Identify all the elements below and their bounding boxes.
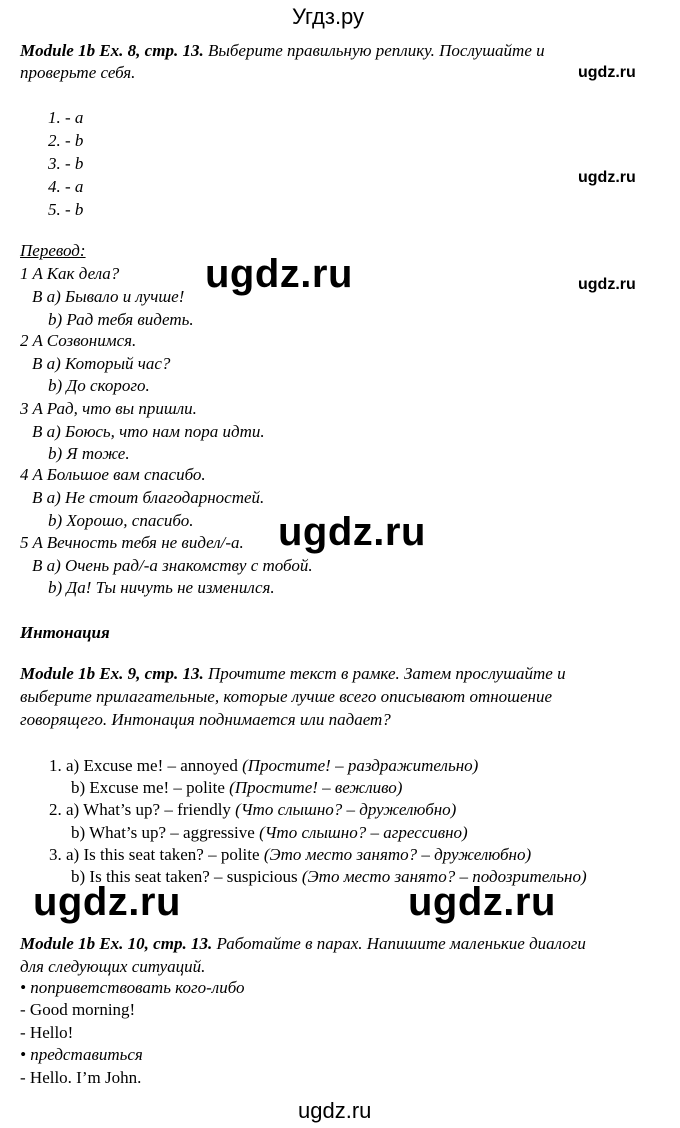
ex8-answer-5: 5. - b: [48, 200, 84, 219]
ex8-answer-3: 3. - b: [48, 154, 84, 173]
ex8-answer-4: 4. - a: [48, 177, 84, 196]
ex9-item: [49, 755, 478, 777]
translation-heading: Перевод:: [20, 241, 86, 260]
ex9-item: [71, 822, 468, 844]
footer-site-link[interactable]: ugdz.ru: [298, 1098, 372, 1123]
ex9-item-label: b) What’s up? – aggressive: [71, 823, 260, 842]
ex9-task-line3: говорящего. Интонация поднимается или падает?: [20, 710, 391, 729]
ex9-task-text: Прочтите текст в рамке. Затем прослушайте и: [203, 664, 566, 683]
dialog-line: B a) Очень рад/-а знакомству с тобой.: [32, 556, 313, 575]
ex8-answer-1: 1. - a: [48, 108, 84, 127]
ex8-task-line2: проверьте себя.: [20, 63, 136, 82]
ex8-ref: Module 1b Ex. 8, стр. 13.: [20, 41, 204, 60]
ex9-item: [49, 844, 531, 866]
ex9-task-line1: [20, 663, 566, 685]
ex8-task-line1: [20, 40, 545, 62]
ex9-item-note: (Простите! – раздражительно): [242, 756, 479, 775]
ex10-line: • представиться: [20, 1045, 143, 1064]
ex10-line: - Hello. I’m John.: [20, 1068, 142, 1087]
dialog-line: B a) Не стоит благодарностей.: [32, 488, 265, 507]
dialog-line: 2 A Созвонимся.: [20, 331, 137, 350]
dialog-line: b) Рад тебя видеть.: [48, 310, 194, 329]
ex10-task-line1: [20, 933, 586, 955]
dialog-line: b) До скорого.: [48, 376, 150, 395]
watermark-small: ugdz.ru: [578, 169, 636, 186]
dialog-line: B a) Бывало и лучше!: [32, 287, 185, 306]
ex9-item-label: 1. a) Excuse me! – annoyed: [49, 756, 243, 775]
ex10-ref: Module 1b Ex. 10, стр. 13.: [20, 934, 213, 953]
ex10-task-text: Работайте в парах. Напишите маленькие диалоги: [212, 934, 586, 953]
ex9-item-label: 2. a) What’s up? – friendly: [49, 800, 236, 819]
ex9-item-note: (Это место занято? – дружелюбно): [263, 845, 532, 864]
dialog-line: b) Я тоже.: [48, 444, 130, 463]
ex8-task-text: Выберите правильную реплику. Послушайте и: [203, 41, 545, 60]
ex9-item-label: b) Is this seat taken? – suspicious: [71, 867, 302, 886]
watermark-small: ugdz.ru: [578, 64, 636, 81]
dialog-line: 3 A Рад, что вы пришли.: [20, 399, 197, 418]
ex10-line: - Hello!: [20, 1023, 74, 1042]
dialog-line: 5 A Вечность тебя не видел/-а.: [20, 533, 244, 552]
ex9-item-label: b) Excuse me! – polite: [71, 778, 230, 797]
ex10-line: • поприветствовать кого-либо: [20, 978, 245, 997]
watermark-large: ugdz.ru: [408, 880, 556, 924]
dialog-line: b) Да! Ты ничуть не изменился.: [48, 578, 275, 597]
watermark-large: ugdz.ru: [33, 880, 181, 924]
ex10-task-line2: для следующих ситуаций.: [20, 957, 206, 976]
dialog-line: 1 A Как дела?: [20, 264, 120, 283]
ex10-line: - Good morning!: [20, 1000, 136, 1019]
ex9-item-note: (Что слышно? – дружелюбно): [235, 800, 457, 819]
ex9-task-line2: выберите прилагательные, которые лучше всего описывают отношение: [20, 687, 553, 706]
ex9-ref: Module 1b Ex. 9, стр. 13.: [20, 664, 204, 683]
ex9-item-note: (Простите! – вежливо): [229, 778, 403, 797]
ex9-item: [49, 799, 456, 821]
watermark-large: ugdz.ru: [205, 252, 353, 296]
dialog-line: B a) Который час?: [32, 354, 171, 373]
ex9-item-note: (Что слышно? – агрессивно): [259, 823, 468, 842]
ex9-item-note: (Это место занято? – подозрительно): [301, 867, 587, 886]
section-heading-intonation: Интонация: [20, 623, 110, 642]
dialog-line: B a) Боюсь, что нам пора идти.: [32, 422, 265, 441]
watermark-small: ugdz.ru: [578, 276, 636, 293]
watermark-large: ugdz.ru: [278, 510, 426, 554]
ex8-answer-2: 2. - b: [48, 131, 84, 150]
site-title: Угдз.ру: [292, 4, 365, 29]
dialog-line: 4 A Большое вам спасибо.: [20, 465, 206, 484]
ex9-item: [71, 777, 402, 799]
dialog-line: b) Хорошо, спасибо.: [48, 511, 194, 530]
ex9-item-label: 3. a) Is this seat taken? – polite: [49, 845, 264, 864]
